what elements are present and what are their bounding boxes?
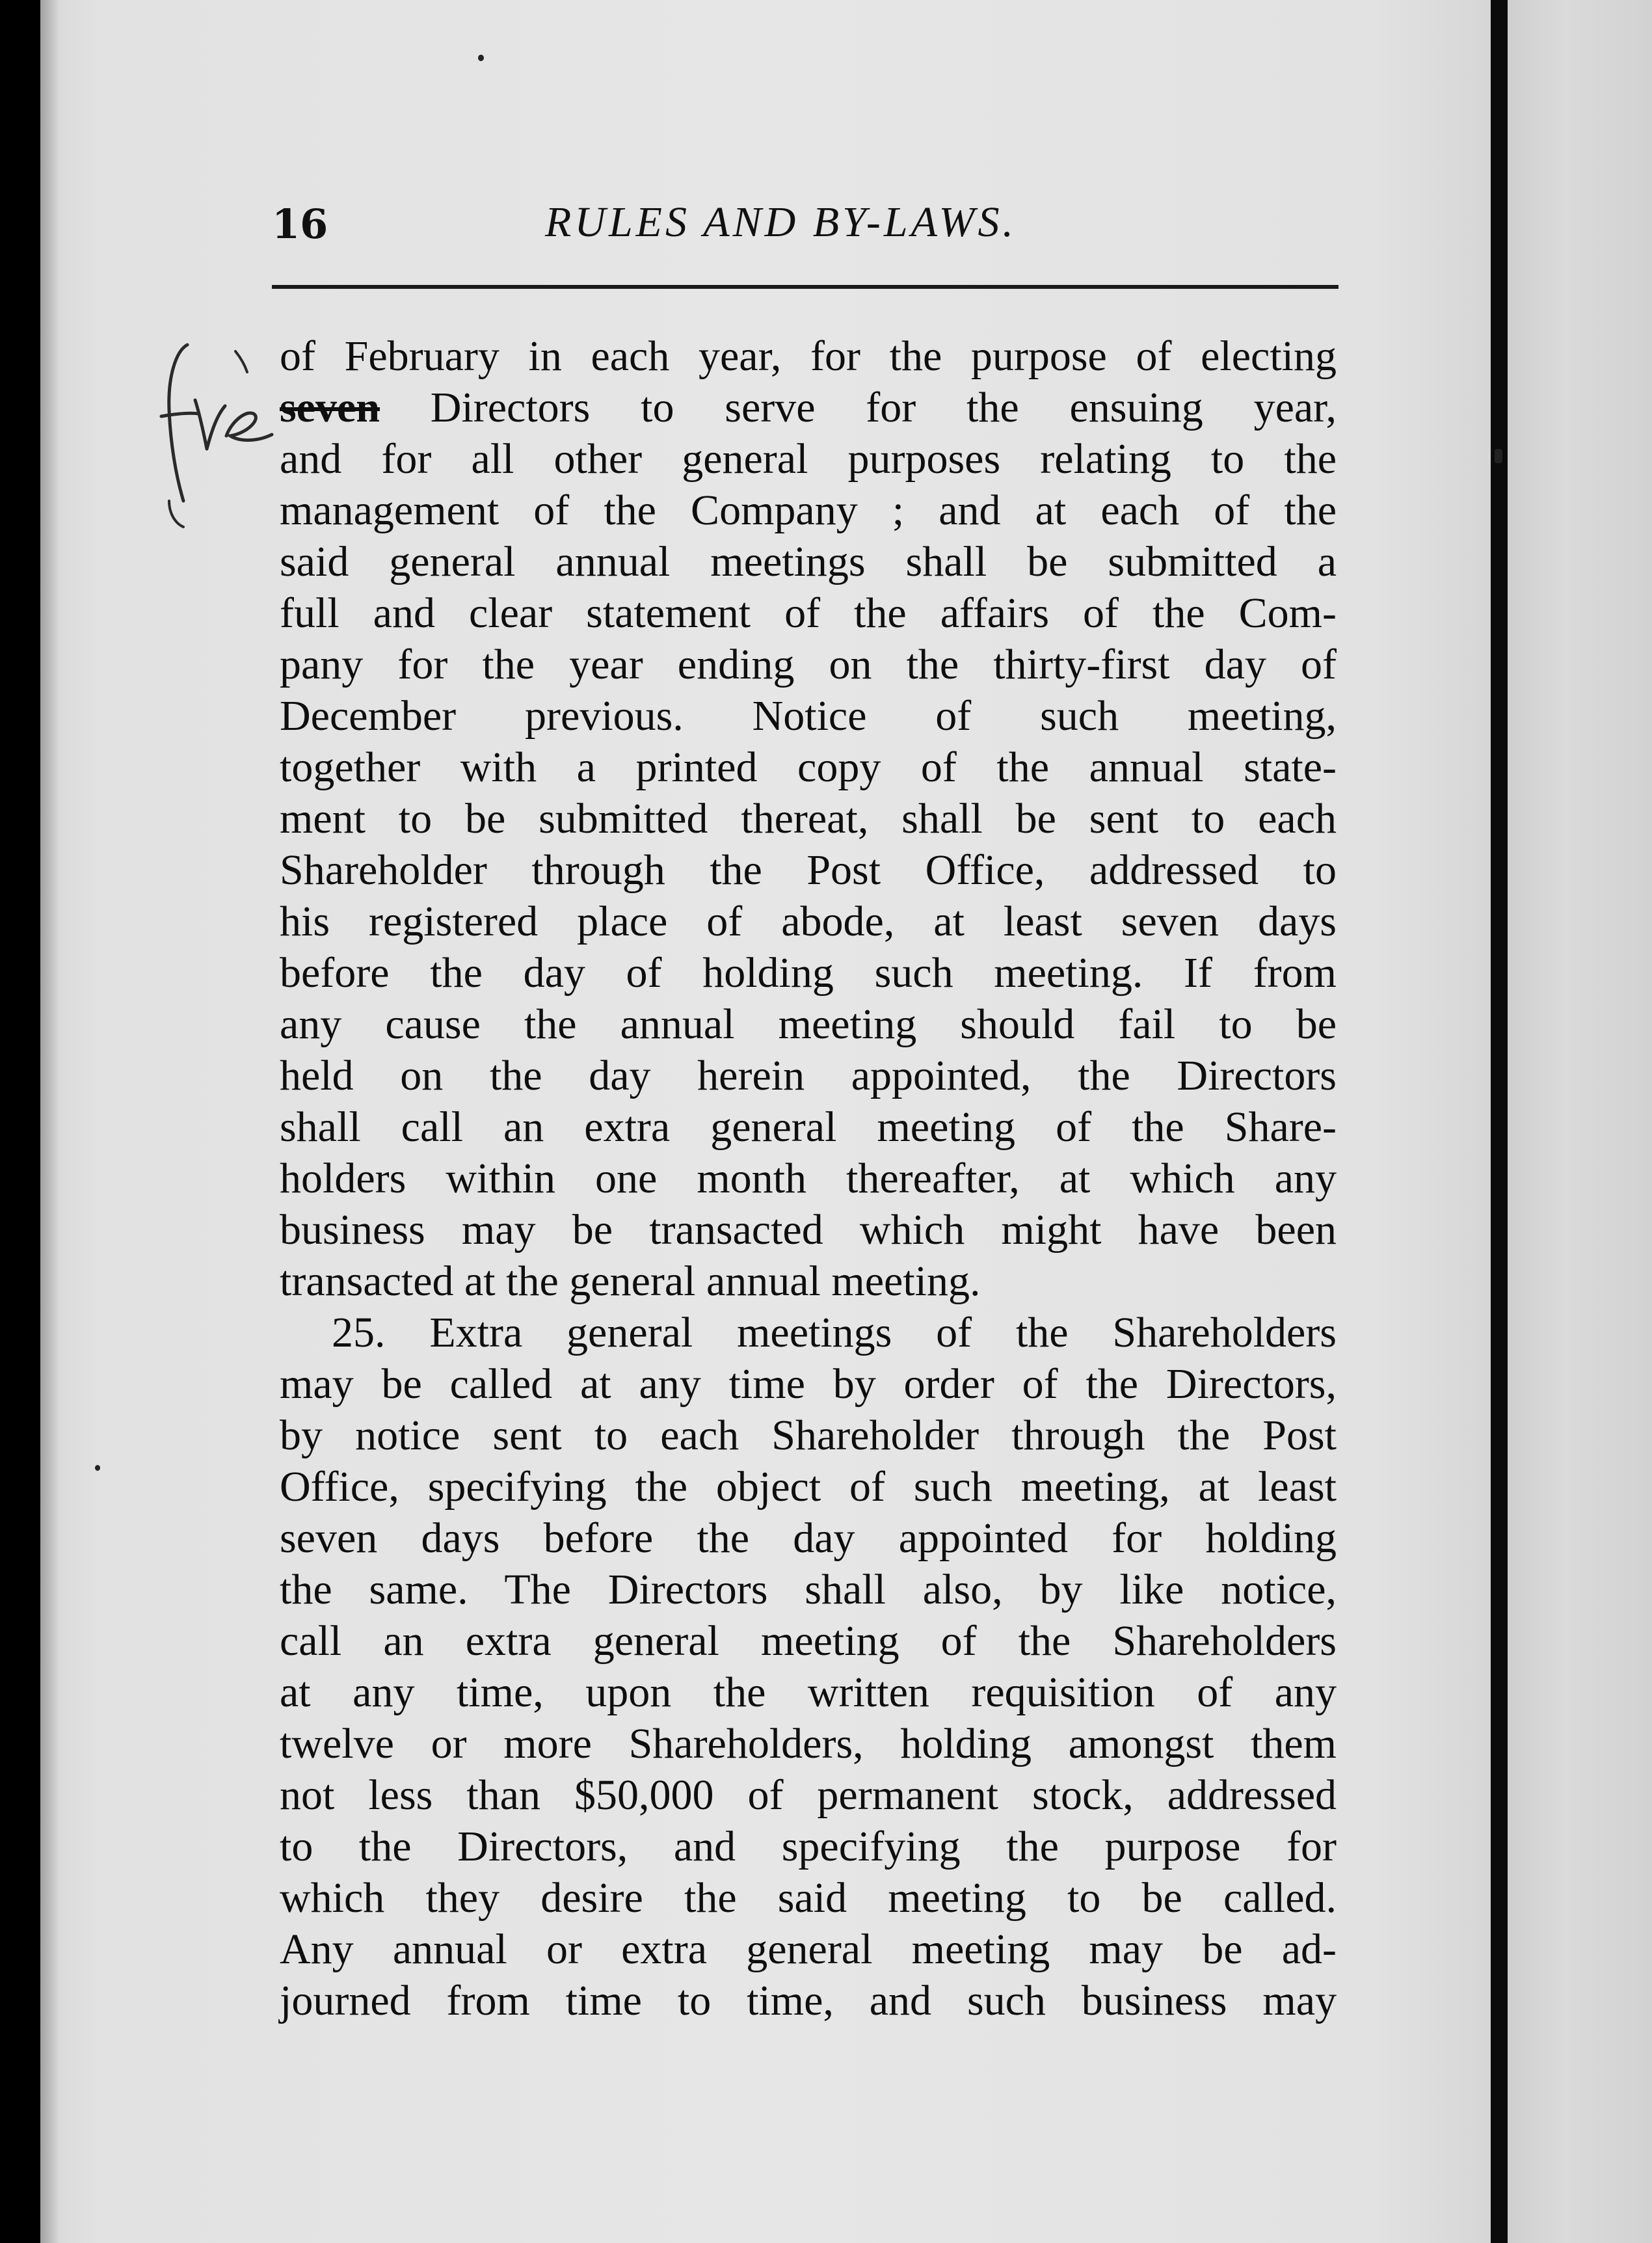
text-line: shall call an extra general meeting of the Share- [280, 1103, 1337, 1151]
text-line: said general annual meetings shall be submitted a [280, 538, 1337, 585]
text-line: held on the day herein appointed, the Directors [280, 1052, 1337, 1099]
text-line: Office, specifying the object of such meeting, at least [280, 1463, 1337, 1511]
text-line: at any time, upon the written requisition of any [280, 1669, 1337, 1716]
text-line: not less than $50,000 of permanent stock, addressed [280, 1771, 1337, 1819]
text-line: business may be transacted which might have been [280, 1206, 1337, 1254]
page-header [272, 195, 1339, 260]
handwritten-annotation [150, 338, 280, 533]
text-line: pany for the year ending on the thirty-first day of [280, 641, 1337, 688]
text-line: may be called at any time by order of the Directors, [280, 1360, 1337, 1408]
text-line: by notice sent to each Shareholder through the Post [280, 1412, 1337, 1459]
struck-word: seven [280, 384, 380, 431]
text-line: seven days before the day appointed for holding [280, 1514, 1337, 1562]
speck-top [478, 55, 484, 61]
header-rule [272, 285, 1339, 289]
text-line: before the day of holding such meeting. If from [280, 949, 1337, 997]
text-line: 25. Extra general meetings of the Shareholders [332, 1309, 1337, 1356]
speck-left [95, 1465, 100, 1471]
text-line: his registered place of abode, at least seven days [280, 898, 1337, 945]
text-line: Any annual or extra general meeting may be ad- [280, 1926, 1337, 1973]
page-number: 16 [272, 200, 328, 248]
facing-page-edge [1508, 0, 1652, 2243]
text-line: December previous. Notice of such meeting, [280, 692, 1337, 740]
text-line: transacted at the general annual meeting. [280, 1257, 981, 1305]
line-rest: Directors to serve for the ensuing year, [379, 384, 1337, 431]
text-line: Shareholder through the Post Office, addressed to [280, 846, 1337, 894]
running-title: RULES AND BY-LAWS. [545, 198, 1017, 246]
text-line: any cause the annual meeting should fail to be [280, 1001, 1337, 1048]
page-shadow [40, 0, 60, 2243]
text-line: to the Directors, and specifying the purpose for [280, 1823, 1337, 1870]
text-line-struck [280, 382, 1337, 433]
text-line: which they desire the said meeting to be called. [280, 1874, 1337, 1922]
text-line: together with a printed copy of the annual state- [280, 744, 1337, 791]
text-line: journed from time to time, and such business may [280, 1977, 1337, 2024]
body-text [280, 330, 1337, 2026]
text-line: the same. The Directors shall also, by like notice, [280, 1566, 1337, 1613]
speck-right [1495, 449, 1502, 463]
text-line: of February in each year, for the purpose of electing [280, 332, 1337, 380]
text-line: management of the Company ; and at each of the [280, 487, 1337, 534]
text-line: full and clear statement of the affairs of the Com- [280, 589, 1337, 637]
page-gutter [1491, 0, 1508, 2243]
text-line: ment to be submitted thereat, shall be sent to each [280, 795, 1337, 842]
text-line: and for all other general purposes relating to the [280, 435, 1337, 483]
text-line: twelve or more Shareholders, holding amongst them [280, 1720, 1337, 1767]
text-line: call an extra general meeting of the Shareholders [280, 1617, 1337, 1665]
text-line: holders within one month thereafter, at which any [280, 1155, 1337, 1202]
